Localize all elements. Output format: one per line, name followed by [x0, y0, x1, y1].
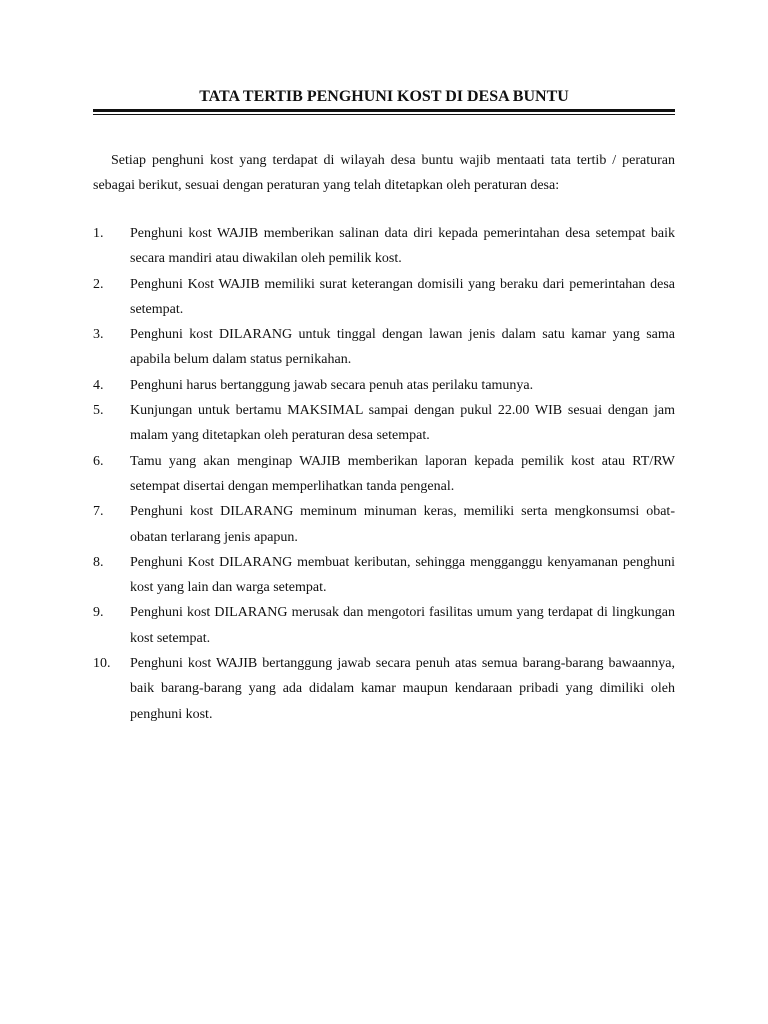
rules-list [93, 221, 675, 727]
list-item-text: Penghuni kost DILARANG merusak dan mengotori fasilitas umum yang terdapat di lingkungan kost setempat. [130, 605, 675, 646]
list-item-number: 7. [93, 504, 104, 520]
document-title: TATA TERTIB PENGHUNI KOST DI DESA BUNTU [199, 88, 569, 105]
list-item [93, 322, 675, 373]
list-item-text: Penghuni kost WAJIB bertanggung jawab secara penuh atas semua barang-barang bawaannya, baik barang-barang yang ada didalam kamar maupun kendaraan pribadi yang dimiliki oleh penghuni kost. [130, 656, 675, 722]
list-item-text: Kunjungan untuk bertamu MAKSIMAL sampai dengan pukul 22.00 WIB sesuai dengan jam malam yang ditetapkan oleh peraturan desa setempat. [130, 403, 675, 444]
list-item-number: 9. [93, 605, 104, 621]
list-item-number: 8. [93, 554, 104, 570]
list-item-text: Penghuni kost DILARANG meminum minuman keras, memiliki serta mengkonsumsi obat-obatan terlarang jenis apapun. [130, 504, 675, 545]
list-item-number: 4. [93, 377, 104, 393]
list-item-text: Tamu yang akan menginap WAJIB memberikan laporan kepada pemilik kost atau RT/RW setempat disertai dengan memperlihatkan tanda pengenal. [130, 453, 675, 494]
list-item [93, 550, 675, 601]
list-item [93, 373, 675, 398]
list-item [93, 398, 675, 449]
list-item-number: 10. [93, 656, 111, 672]
list-item-number: 3. [93, 327, 104, 343]
title-underline-thin [93, 114, 675, 115]
list-item [93, 651, 675, 727]
list-item [93, 221, 675, 272]
list-item-text: Penghuni harus bertanggung jawab secara penuh atas perilaku tamunya. [130, 377, 534, 393]
title-underline-thick [93, 109, 675, 112]
list-item-text: Penghuni kost WAJIB memberikan salinan data diri kepada pemerintahan desa setempat baik secara mandiri atau diwakilan oleh pemilik kost. [130, 226, 675, 267]
intro-paragraph: Setiap penghuni kost yang terdapat di wilayah desa buntu wajib mentaati tata tertib / peraturan sebagai berikut, sesuai dengan peraturan yang telah ditetapkan oleh peraturan desa: [93, 153, 675, 193]
list-item-number: 5. [93, 403, 104, 419]
list-item-number: 6. [93, 453, 104, 469]
list-item-number: 2. [93, 276, 104, 292]
list-item [93, 449, 675, 500]
list-item [93, 600, 675, 651]
list-item-text: Penghuni Kost WAJIB memiliki surat keterangan domisili yang beraku dari pemerintahan desa setempat. [130, 276, 675, 317]
list-item-number: 1. [93, 226, 104, 241]
list-item [93, 499, 675, 550]
list-item [93, 272, 675, 323]
list-item-text: Penghuni Kost DILARANG membuat keributan, sehingga mengganggu kenyamanan penghuni kost yang lain dan warga setempat. [130, 554, 675, 596]
list-item-text: Penghuni kost DILARANG untuk tinggal dengan lawan jenis dalam satu kamar yang sama apabila belum dalam status pernikahan. [130, 327, 675, 368]
